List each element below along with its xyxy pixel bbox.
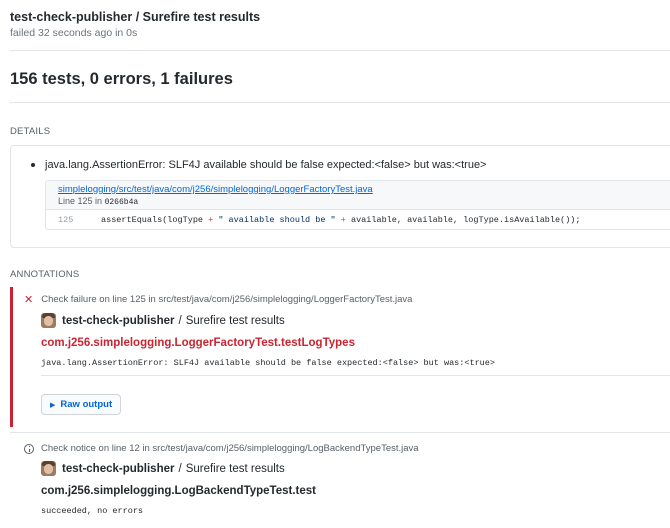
line-number: 125 (58, 215, 74, 225)
avatar (41, 461, 56, 476)
app-row (41, 461, 285, 476)
separator: / (178, 462, 182, 475)
annotation-failure (10, 287, 670, 427)
code-token: assertEquals(logType (101, 215, 209, 225)
bullet-icon (31, 163, 35, 167)
failed-test-name: com.j256.simplelogging.LoggerFactoryTest.testLogTypes (41, 337, 355, 349)
code-token: available, available, logType.isAvailable()); (345, 215, 581, 225)
code-line (46, 210, 670, 230)
check-name: Surefire test results (185, 462, 285, 475)
divider (10, 432, 670, 433)
annotation-location: Check notice on line 12 in src/test/java/com/j256/simplelogging/LogBackendTypeTest.java (41, 443, 419, 454)
details-panel (10, 145, 670, 248)
annotation-message: succeeded, no errors (41, 506, 144, 516)
annotation-header (24, 443, 419, 454)
code-operator: + (208, 215, 214, 225)
avatar (41, 313, 56, 328)
run-status: failed 32 seconds ago in 0s (10, 27, 138, 39)
annotation-location: Check failure on line 125 in src/test/java/com/j256/simplelogging/LoggerFactoryTest.java (41, 294, 413, 305)
line-prefix: Line 125 in (58, 196, 103, 206)
test-summary: 156 tests, 0 errors, 1 failures (10, 70, 233, 88)
annotation-notice (10, 437, 670, 528)
commit-sha-link[interactable]: 0266b4a (104, 198, 139, 207)
assertion-message: java.lang.AssertionError: SLF4J available should be false expected:<false> but was:<true> (45, 159, 487, 171)
x-icon: ✕ (24, 294, 34, 306)
divider (41, 375, 670, 376)
app-name[interactable]: test-check-publisher (62, 314, 175, 327)
code-snippet (45, 180, 670, 230)
check-name: Surefire test results (185, 314, 285, 327)
run-header (10, 10, 260, 39)
annotation-message: java.lang.AssertionError: SLF4J available should be false expected:<false> but was:<true> (41, 358, 495, 368)
divider (10, 50, 670, 51)
raw-output-label: Raw output (60, 399, 113, 410)
info-icon (24, 444, 34, 454)
app-name[interactable]: test-check-publisher (62, 462, 175, 475)
code-snippet-header (46, 181, 670, 210)
divider (10, 102, 670, 103)
raw-output-button[interactable] (41, 394, 121, 415)
separator: / (178, 314, 182, 327)
triangle-right-icon: ▶ (50, 401, 56, 409)
details-label: DETAILS (10, 126, 51, 137)
line-reference (58, 196, 670, 207)
app-row (41, 313, 285, 328)
code-text (101, 215, 581, 225)
annotations-label: ANNOTATIONS (10, 269, 80, 280)
annotation-header (24, 293, 412, 306)
details-item (31, 159, 486, 171)
test-name: com.j256.simplelogging.LogBackendTypeTest.test (41, 485, 316, 497)
code-string: " available should be " (213, 215, 341, 225)
run-title[interactable]: test-check-publisher / Surefire test results (10, 10, 261, 24)
file-path-link[interactable]: simplelogging/src/test/java/com/j256/simplelogging/LoggerFactoryTest.java (58, 184, 373, 195)
code-operator: + (340, 215, 346, 225)
